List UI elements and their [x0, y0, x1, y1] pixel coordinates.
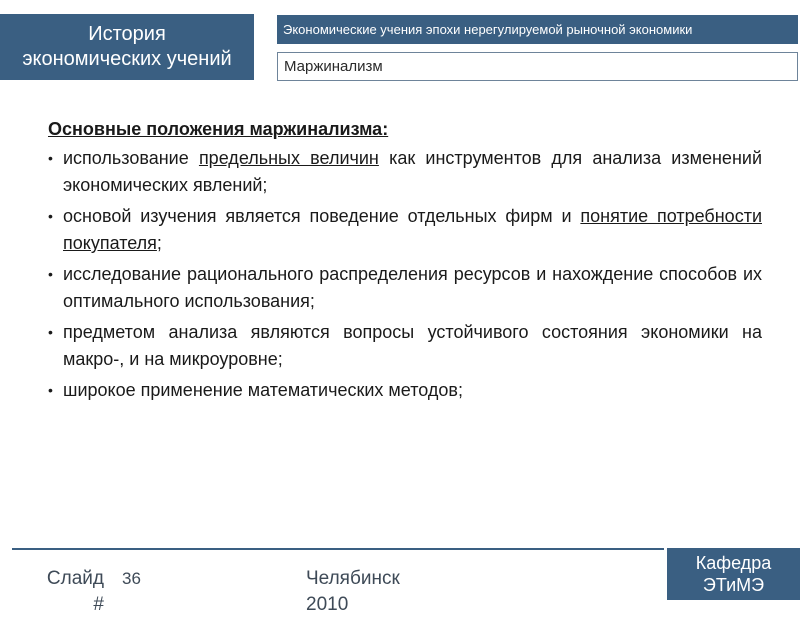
course-title-line-1: История	[88, 23, 166, 45]
department-line-1: Кафедра	[695, 553, 772, 573]
course-title-line-2: экономических учений	[22, 48, 232, 70]
bullet-text: предметом анализа являются вопросы устойчивого состояния экономики на макро-, и на микроуровне;	[63, 322, 762, 369]
bullet-item	[48, 145, 762, 199]
section-header	[277, 15, 798, 44]
bullet-item	[48, 377, 762, 404]
city-year: Челябинск 2010	[306, 568, 400, 615]
footer-divider	[12, 548, 664, 550]
bullet-text: использование	[63, 148, 199, 168]
bullet-text: основой изучения является поведение отдельных фирм и	[63, 206, 581, 226]
department-line-2: ЭТиМЭ	[702, 575, 765, 595]
bullet-item	[48, 261, 762, 315]
topic-title: Маржинализм	[284, 58, 383, 75]
topic-header	[277, 52, 798, 81]
slide-number: 36	[122, 569, 141, 588]
course-title-box	[0, 14, 254, 80]
slide-content	[48, 116, 762, 408]
content-heading: Основные положения маржинализма:	[48, 119, 389, 139]
bullet-list	[48, 145, 762, 404]
department-box	[667, 548, 800, 600]
bullet-text: ;	[156, 233, 162, 253]
bullet-text: широкое применение математических методов;	[63, 380, 463, 400]
section-title: Экономические учения эпохи нерегулируемой рыночной экономики	[283, 22, 693, 37]
bullet-text: исследование рационального распределения ресурсов и нахождение способов их оптимального использования;	[63, 264, 762, 311]
slide-label: Слайд #	[46, 568, 104, 615]
bullet-text: как инструментов для анализа изменений экономических явлений;	[63, 148, 762, 195]
underlined-term: понятие потребности покупателя	[63, 206, 762, 253]
underlined-term: предельных величин	[198, 148, 379, 168]
bullet-item	[48, 203, 762, 257]
bullet-item	[48, 319, 762, 373]
